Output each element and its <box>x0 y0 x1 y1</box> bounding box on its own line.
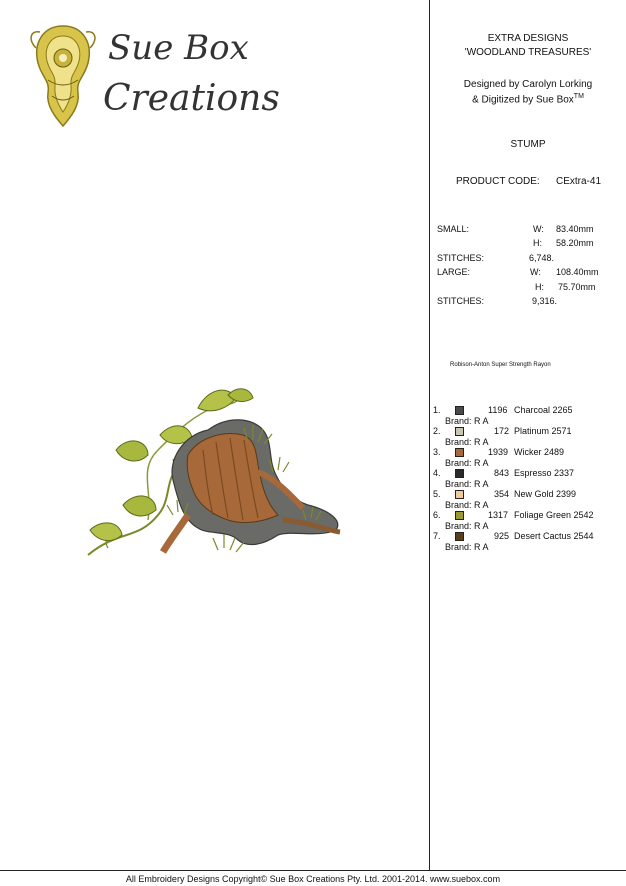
color-num: 4. <box>433 468 441 478</box>
designer-line2-text: & Digitized by Sue Box <box>472 94 574 106</box>
small-stitches-label: STITCHES: <box>437 253 485 263</box>
footer-divider <box>0 870 626 871</box>
color-num: 3. <box>433 447 441 457</box>
copyright-footer: All Embroidery Designs Copyright© Sue Box Creations Pty. Ltd. 2001-2014. www.suebox.com <box>125 874 501 884</box>
color-name: Espresso 2337 <box>514 468 575 478</box>
color-brand: Brand: R A <box>445 479 489 489</box>
stump-design-image <box>78 380 356 570</box>
logo-text-line1: Sue Box <box>108 28 249 68</box>
color-code: 172 <box>494 426 510 436</box>
large-stitches-label: STITCHES: <box>437 296 485 306</box>
color-num: 7. <box>433 531 441 541</box>
color-name: New Gold 2399 <box>514 489 577 499</box>
trademark-mark: TM <box>573 93 584 100</box>
color-num: 5. <box>433 489 441 499</box>
small-height-value: 58.20mm <box>556 238 594 248</box>
color-num: 6. <box>433 510 441 520</box>
color-brand: Brand: R A <box>445 500 489 510</box>
color-name: Wicker 2489 <box>514 447 565 457</box>
color-brand: Brand: R A <box>445 542 489 552</box>
thread-brand: Robison-Anton Super Strength Rayon <box>450 362 551 368</box>
small-width-value: 83.40mm <box>556 224 594 234</box>
color-swatch <box>455 427 464 436</box>
logo-ornament-icon <box>28 18 98 128</box>
color-code: 925 <box>494 531 510 541</box>
large-width-value: 108.40mm <box>556 267 599 277</box>
color-brand: Brand: R A <box>445 416 489 426</box>
collection-line2: 'WOODLAND TREASURES' <box>464 47 592 58</box>
color-name: Foliage Green 2542 <box>514 510 594 520</box>
large-width-label: W: <box>530 267 541 277</box>
color-swatch <box>455 532 464 541</box>
collection-line1: EXTRA DESIGNS <box>487 33 569 44</box>
designer-line1: Designed by Carolyn Lorking <box>463 79 593 90</box>
color-brand: Brand: R A <box>445 458 489 468</box>
color-swatch <box>455 511 464 520</box>
small-stitches-value: 6,748. <box>529 253 555 263</box>
color-code: 1317 <box>488 510 509 520</box>
designer-line2 <box>430 93 626 105</box>
color-swatch <box>455 469 464 478</box>
color-code: 354 <box>494 489 510 499</box>
design-name: STUMP <box>510 139 546 150</box>
logo-text-line2: Creations <box>103 78 280 119</box>
color-brand: Brand: R A <box>445 437 489 447</box>
color-swatch <box>455 490 464 499</box>
product-code-label: PRODUCT CODE: <box>456 176 540 187</box>
large-height-value: 75.70mm <box>558 282 596 292</box>
color-code: 843 <box>494 468 510 478</box>
color-swatch <box>455 448 464 457</box>
product-code-value: CExtra-41 <box>556 176 602 187</box>
small-width-label: W: <box>533 224 544 234</box>
color-num: 1. <box>433 405 441 415</box>
vertical-divider <box>429 0 430 870</box>
large-label: LARGE: <box>437 267 471 277</box>
large-height-label: H: <box>535 282 544 292</box>
color-name: Desert Cactus 2544 <box>514 531 594 541</box>
small-label: SMALL: <box>437 224 470 234</box>
logo <box>28 18 278 133</box>
small-height-label: H: <box>533 238 542 248</box>
color-swatch <box>455 406 464 415</box>
color-name: Charcoal 2265 <box>514 405 573 415</box>
large-stitches-value: 9,316. <box>532 296 558 306</box>
color-brand: Brand: R A <box>445 521 489 531</box>
color-code: 1196 <box>488 405 508 415</box>
color-code: 1939 <box>488 447 509 457</box>
color-name: Platinum 2571 <box>514 426 572 436</box>
color-num: 2. <box>433 426 441 436</box>
